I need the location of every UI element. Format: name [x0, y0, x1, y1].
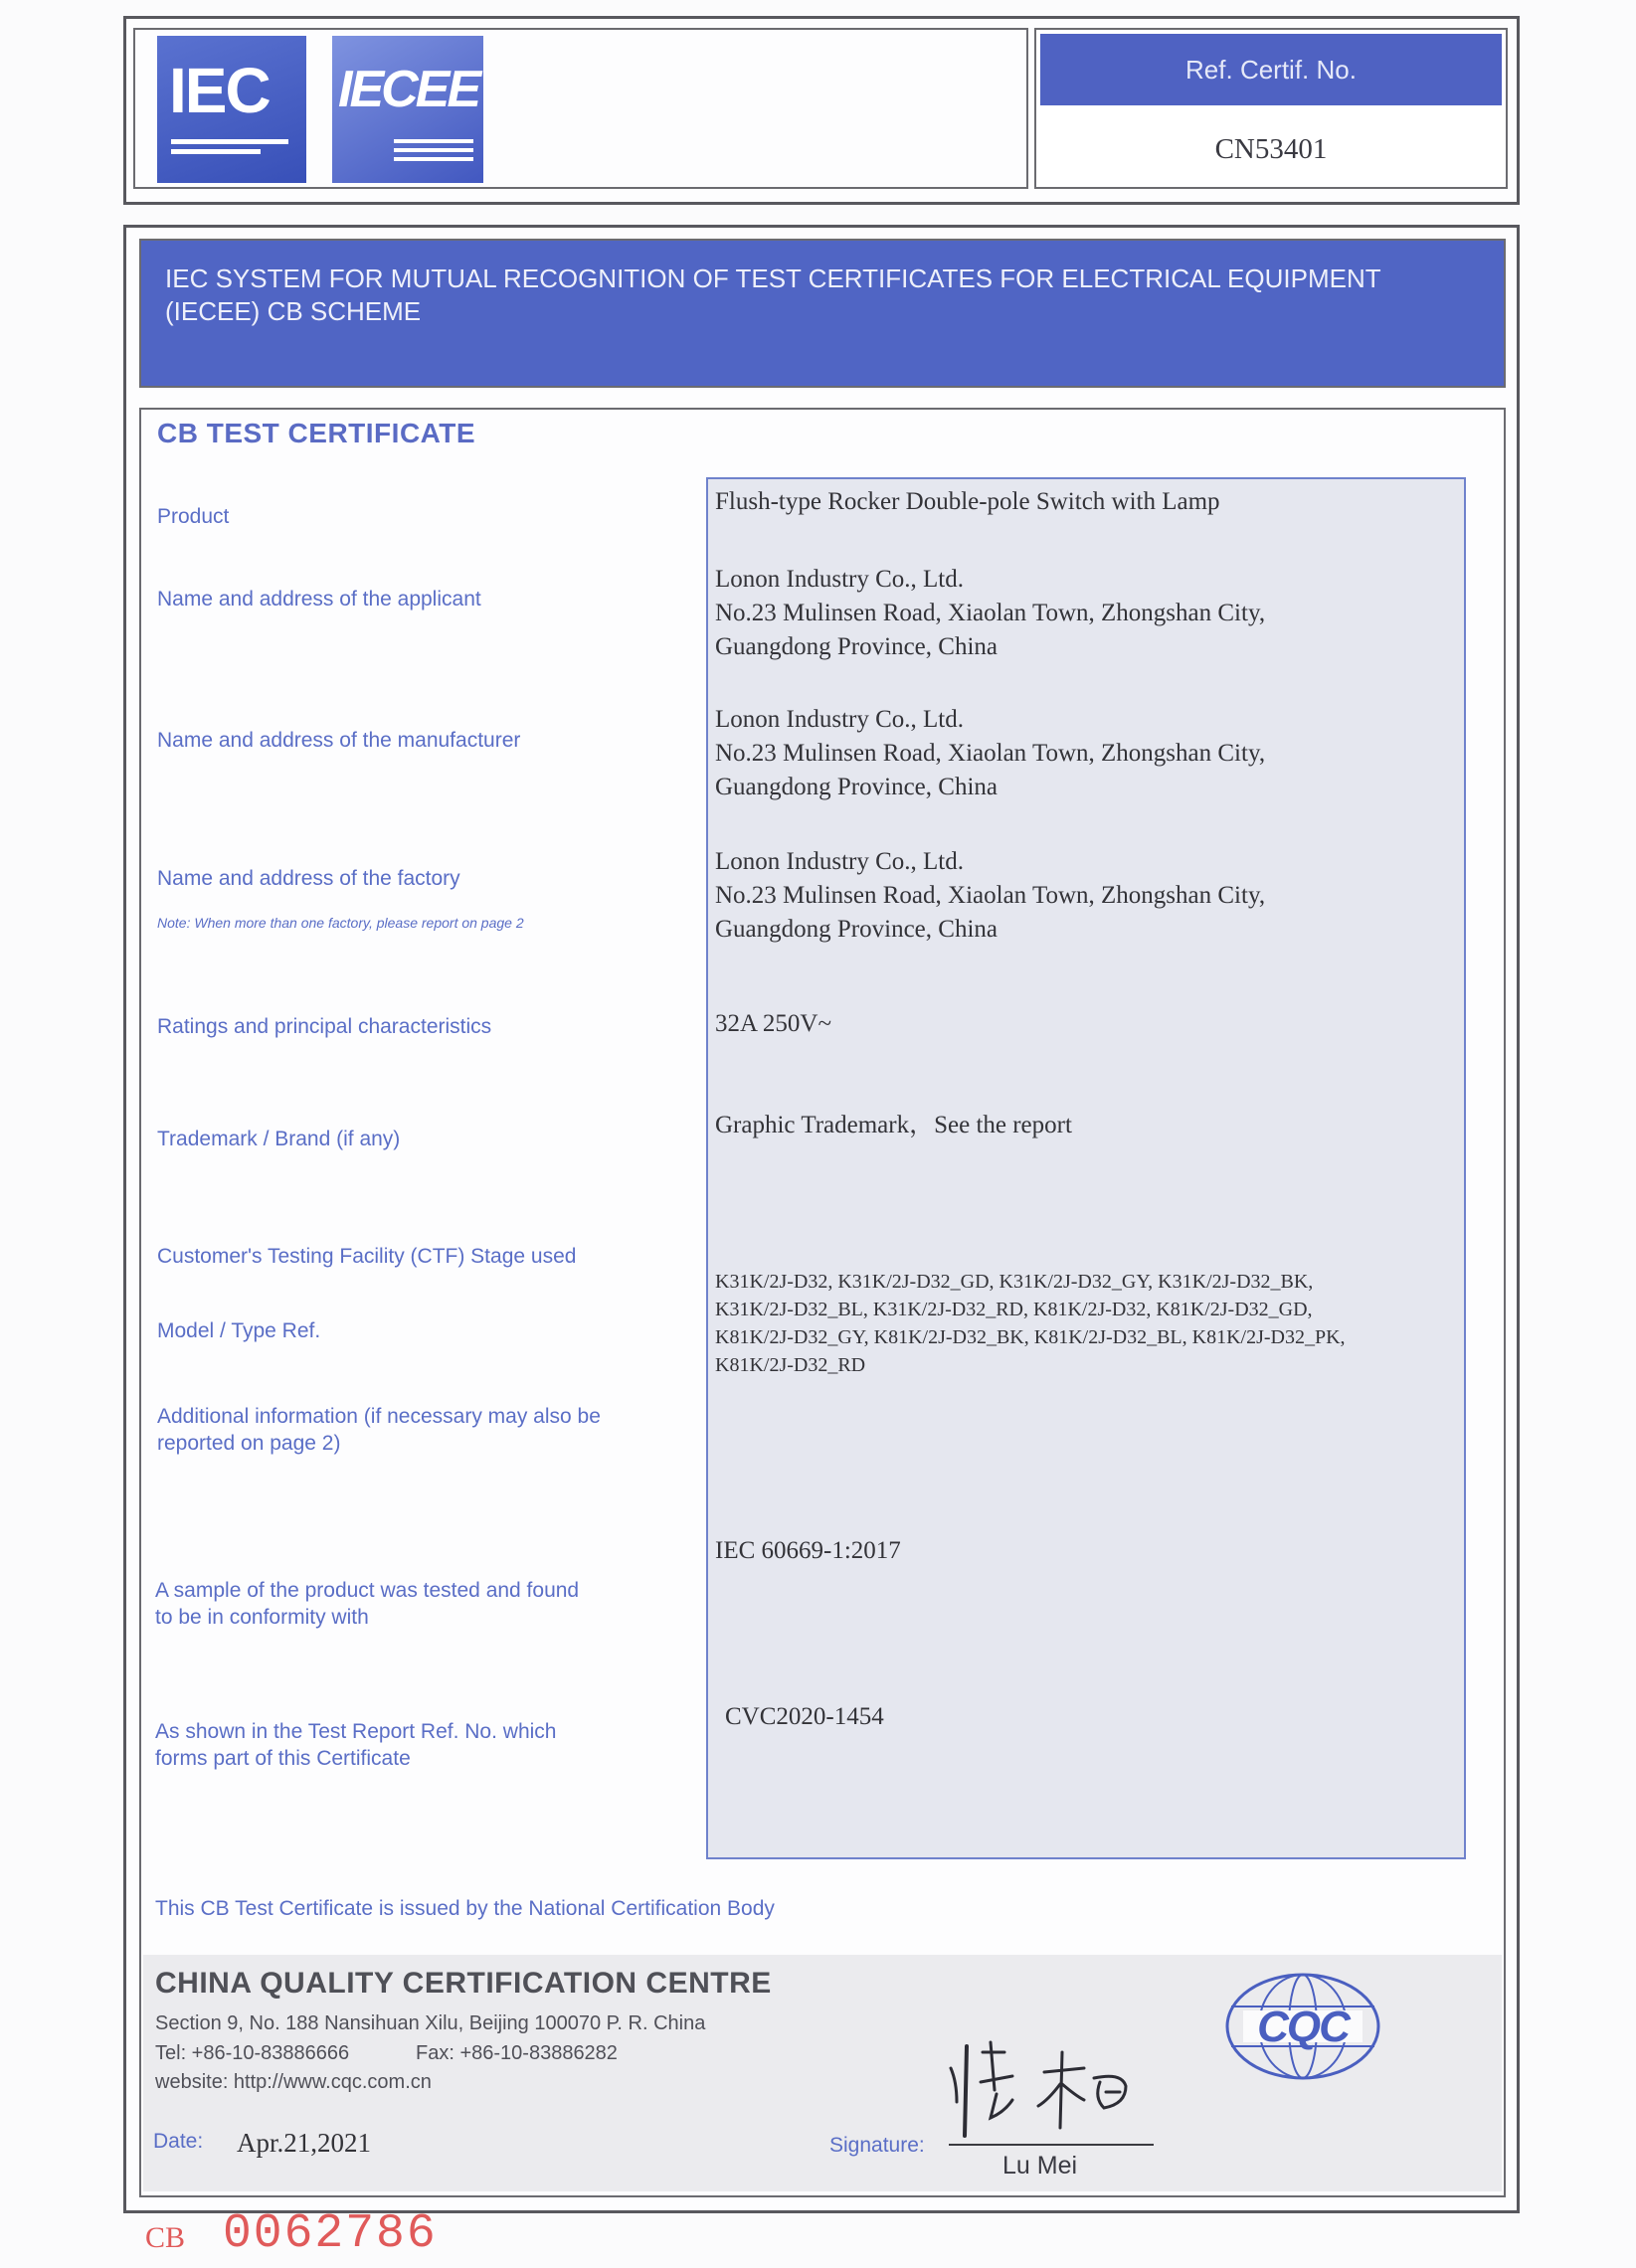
conformity-value: IEC 60669-1:2017 [715, 1537, 901, 1564]
product-label: Product [157, 505, 230, 528]
ratings-label: Ratings and principal characteristics [157, 1015, 492, 1038]
iec-logo-bar [171, 139, 288, 144]
signature-line [949, 2144, 1154, 2146]
handwritten-signature [945, 2038, 1144, 2142]
address-text: Section 9, No. 188 Nansihuan Xilu, Beijing 100070 P. R. China [155, 2012, 706, 2034]
product-value: Flush-type Rocker Double-pole Switch with Lamp [715, 488, 1220, 515]
iecee-logo-text: IECEE [338, 61, 479, 118]
factory-note: Note: When more than one factory, please report on page 2 [157, 915, 524, 931]
ref-certif-number: CN53401 [1214, 132, 1328, 165]
cqc-logo-text: CQC [1257, 2003, 1349, 2051]
report-label-line: forms part of this Certificate [155, 1747, 411, 1770]
values-panel [706, 477, 1466, 1859]
applicant-line: Lonon Industry Co., Ltd. [715, 566, 964, 593]
ratings-value: 32A 250V~ [715, 1010, 832, 1037]
report-label [155, 1718, 652, 1772]
ref-certif-label: Ref. Certif. No. [1040, 34, 1502, 105]
trademark-value: Graphic Trademark，See the report [715, 1112, 1072, 1138]
date-label: Date: [153, 2130, 204, 2153]
model-label: Model / Type Ref. [157, 1319, 321, 1342]
manufacturer-line: No.23 Mulinsen Road, Xiaolan Town, Zhongshan City, [715, 740, 1266, 767]
manufacturer-line: Lonon Industry Co., Ltd. [715, 706, 964, 733]
factory-label: Name and address of the factory [157, 867, 460, 890]
certification-body-name: CHINA QUALITY CERTIFICATION CENTRE [155, 1967, 772, 2000]
model-value [715, 1268, 1431, 1379]
model-line: K31K/2J-D32, K31K/2J-D32_GD, K31K/2J-D32_GY, K31K/2J-D32_BK, [715, 1271, 1314, 1293]
factory-line: Guangdong Province, China [715, 916, 998, 943]
serial-prefix: CB [145, 2221, 186, 2254]
iec-logo-text: IEC [169, 55, 270, 126]
additional-info-label-line: reported on page 2) [157, 1432, 341, 1455]
factory-value [715, 845, 1411, 947]
iecee-logo [332, 36, 483, 183]
signature-icon [945, 2038, 1144, 2142]
manufacturer-label: Name and address of the manufacturer [157, 729, 521, 752]
additional-info-label [157, 1403, 654, 1457]
iec-logo-bar [171, 149, 261, 154]
tel-text: Tel: +86-10-83886666 [155, 2042, 350, 2064]
applicant-label: Name and address of the applicant [157, 588, 481, 611]
model-line: K31K/2J-D32_BL, K31K/2J-D32_RD, K81K/2J-D32, K81K/2J-D32_GD, [715, 1299, 1313, 1320]
banner-line-2: (IECEE) CB SCHEME [165, 296, 422, 326]
applicant-value [715, 563, 1411, 664]
conformity-label [155, 1577, 652, 1631]
manufacturer-line: Guangdong Province, China [715, 774, 998, 800]
factory-line: Lonon Industry Co., Ltd. [715, 848, 964, 875]
iecee-logo-bar [394, 148, 473, 152]
certificate-title: CB TEST CERTIFICATE [157, 418, 476, 448]
scheme-banner-text [165, 262, 1488, 328]
report-value: CVC2020-1454 [725, 1703, 884, 1730]
model-line: K81K/2J-D32_GY, K81K/2J-D32_BK, K81K/2J-D32_BL, K81K/2J-D32_PK, [715, 1326, 1346, 1348]
signature-label: Signature: [829, 2134, 925, 2157]
additional-info-label-line: Additional information (if necessary may also be [157, 1405, 601, 1428]
conformity-label-line: A sample of the product was tested and found [155, 1579, 580, 1602]
banner-line-1: IEC SYSTEM FOR MUTUAL RECOGNITION OF TEST CERTIFICATES FOR ELECTRICAL EQUIPMENT [165, 263, 1381, 293]
date-value: Apr.21,2021 [237, 2128, 371, 2158]
iecee-logo-bar [394, 139, 473, 143]
report-label-line: As shown in the Test Report Ref. No. which [155, 1720, 557, 1743]
trademark-label: Trademark / Brand (if any) [157, 1128, 401, 1150]
website-link[interactable]: website: http://www.cqc.com.cn [155, 2071, 432, 2093]
ctf-label: Customer's Testing Facility (CTF) Stage used [157, 1245, 577, 1268]
factory-line: No.23 Mulinsen Road, Xiaolan Town, Zhongshan City, [715, 882, 1266, 909]
conformity-label-line: to be in conformity with [155, 1606, 369, 1629]
cqc-logo [1223, 1971, 1382, 2082]
signatory-name: Lu Mei [1002, 2152, 1078, 2180]
applicant-line: Guangdong Province, China [715, 633, 998, 660]
iecee-logo-bar [394, 157, 473, 161]
issued-by-text: This CB Test Certificate is issued by the National Certification Body [155, 1897, 775, 1920]
iec-logo [157, 36, 306, 183]
model-line: K81K/2J-D32_RD [715, 1354, 866, 1376]
fax-text: Fax: +86-10-83886282 [416, 2042, 618, 2064]
applicant-line: No.23 Mulinsen Road, Xiaolan Town, Zhongshan City, [715, 600, 1266, 626]
manufacturer-value [715, 703, 1411, 804]
serial-number: 0062786 [223, 2207, 438, 2261]
